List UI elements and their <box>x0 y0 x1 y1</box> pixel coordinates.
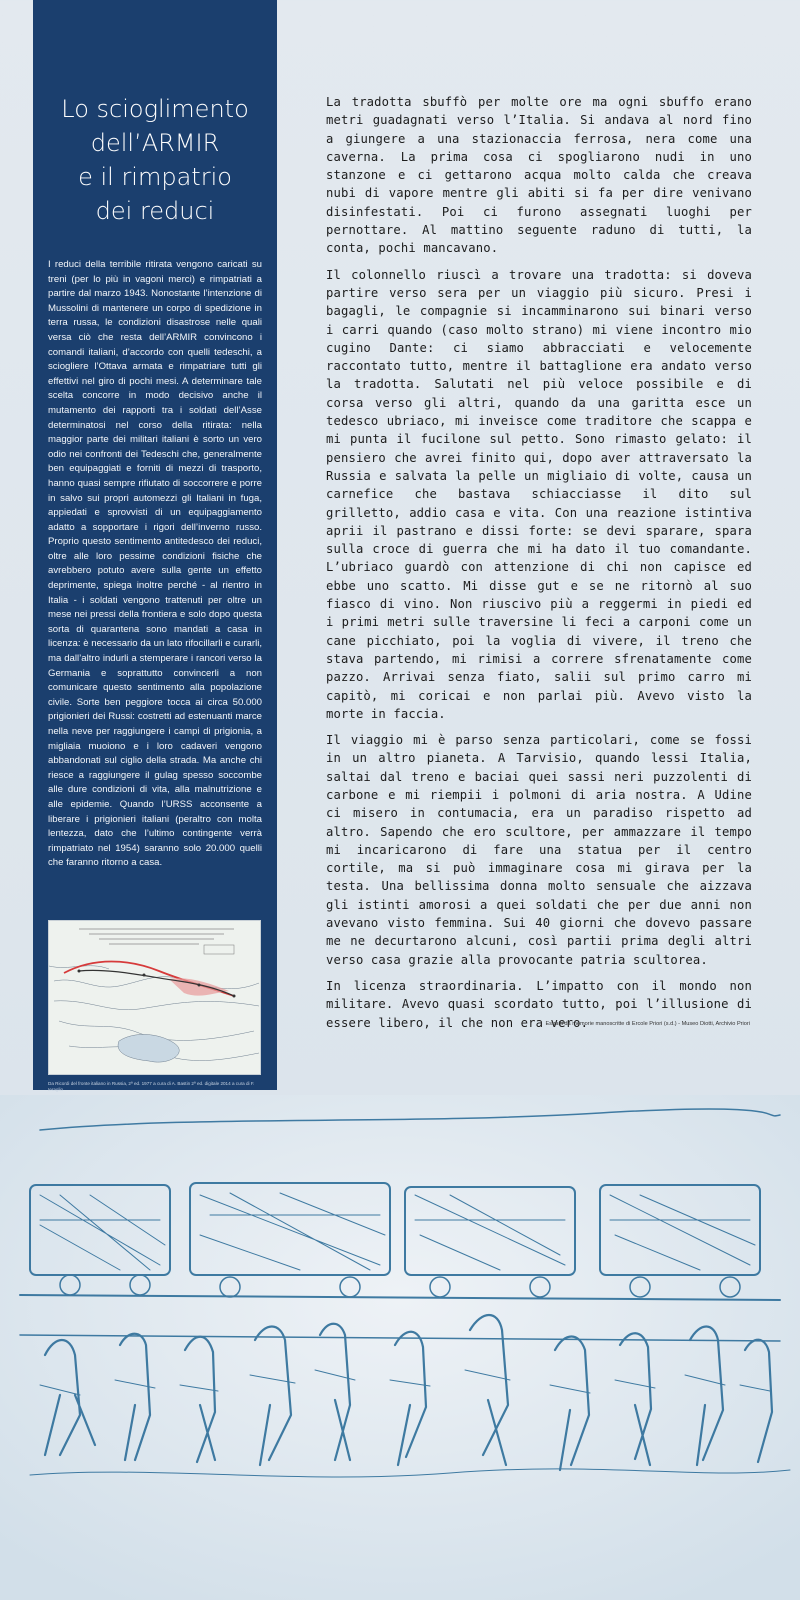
map-figure <box>48 920 292 1093</box>
map-caption: Da Ricordi del fronte italiano in Russia, 2ª ed. 1977 a cura di A. Bastin 2ª ed. digitale 2014 a cura di F. Ieraglio <box>48 1081 255 1092</box>
memoir-text <box>326 93 752 1040</box>
sketch-drawing <box>0 1095 800 1600</box>
paragraph: La tradotta sbuffò per molte ore ma ogni sbuffo erano metri guadagnati verso l’Italia. Si andava al nord fino a giungere a una stazionaccia ferrosa, nera come una caverna. La prima cosa ci spogliarono nudi in uno stanzone e ci gettarono acqua molto calda che creava nubi di vapore mentre gli abiti si fa per dire venivano disinfestati. Poi ci furono assegnati luoghi per pernottare. Al mattino seguente raduno di tutti, la conta, pochi mancavano. <box>326 95 752 256</box>
page-title <box>33 92 277 228</box>
title-line: dell’ARMIR <box>90 129 220 157</box>
train-sketch-illustration <box>0 1095 800 1600</box>
title-line: dei reduci <box>95 197 215 225</box>
sidebar-panel <box>33 0 277 1090</box>
paragraph: Il viaggio mi è parso senza particolari, come se fossi in un altro pianeta. A Tarvisio, quando lessi Italia, saltai dal treno e baciai quei sassi neri puzzolenti di carbone e mi riempii i polmoni di aria nostra. A Udine ci misero in contumacia, era un paradiso rispetto ad altro. Sapendo che ero scultore, per ammazzare il tempo mi incaricarono di fare una statua per il centro cortile, ma si può immaginare cosa mi girava per la testa. Una bellissima donna molto sensuale che aizzava gli istinti amorosi a quei soldati che per due anni non avevano visto femmina. Sui 40 giorni che dovevo passare me ne decurtarono alcuni, così partii prima degli altri verso casa grazie alla provocante patria scultorea. <box>326 733 752 967</box>
title-line: Lo scioglimento <box>61 95 249 123</box>
paragraph: In licenza straordinaria. L’impatto con il mondo non militare. Avevo quasi scordato tutto, poi l’illusione di essere libero, il che non era vero. <box>326 978 752 1030</box>
title-line: e il rimpatrio <box>78 163 232 191</box>
source-credit: Estratti da memorie manoscritte di Ercole Priori (s.d.) - Museo Diotti, Archivio Priori <box>545 1021 750 1027</box>
intro-text: I reduci della terribile ritirata vengono caricati su treni (per lo più in vagoni merci) e rimpatriati a partire dal marzo 1943. Nonostante l’intenzione di Mussolini di mantenere un corpo di spedizione in terra russa, le condizioni disastrose nelle quali versa ciò che resta dell’ARMIR convincono i comandi italiani, d’accordo con quelli tedeschi, a sciogliere l’Ottava armata e rimpatriare tutti gli effettivi nel giro di pochi mesi. A determinare tale scelta concorre in modo decisivo anche il mutamento dei rapporti tra i soldati dell’Asse determinatosi nel corso della ritirata: nella maggior parte dei militari italiani è sorto un vero odio nei confronti dei Tedeschi che, generalmente ben equipaggiati e forniti di mezzi di trasporto, hanno quasi sempre rifiutato di soccorrere e porre in salvo sui propri automezzi gli Italiani in fuga, appiedati e sprovvisti di un equipaggiamento adatto a sopportare i rigori dell’inverno russo. Proprio questo sentimento antitedesco dei reduci, oltre alle loro pessime condizioni fisiche che avrebbero potuto avere sulla gente un effetto deprimente, spiega inoltre perché - al rientro in Italia - i soldati vengono trattenuti per oltre un mese nei pressi della frontiera e solo dopo questa sorta di quarantena sono mandati a casa in licenza: è necessario da un lato rifocillarli e curarli, ma dall’altro indurli a stemperare i rancori verso la Germania e soprattutto convincerli a non comunicare questo sentimento alla popolazione civile. Sorte ben peggiore tocca ai circa 50.000 prigionieri dei Russi: costretti ad estenuanti marce nella neve per raggiungere i campi di prigionia, a migliaia muoiono e i loro cadaveri vengono abbandonati sul ciglio della strada. Ma anche chi riesce a raggiungere il gulag spesso soccombe alle dure condizioni di vita, alla malnutrizione e alle epidemie. Quando l’URSS acconsente a liberare i prigionieri italiani (peraltro con molta lentezza, dato che l’ultimo contingente verrà rimpatriato nel 1954) saranno solo 20.000 quelli che faranno ritorno a casa. <box>48 259 262 869</box>
paragraph: Il colonnello riuscì a trovare una tradotta: si doveva partire verso sera per un viaggio più sicuro. Presi i bagagli, le compagnie si incamminarono sui binari verso i carri quando (caso molto strano) mi viene incontro mio cugino Dante: ci siamo abbracciati e velocemente raccontato tutto, mentre il battaglione era andato verso la tradotta. Salutati nel più veloce possibile e di corsa verso gli altri, quando da una garitta esce un tedesco ubriaco, mi inveisce come traditore che scappa e mi punta il fucilone sul petto. Sono rimasto gelato: il pensiero che avrei finito qui, dopo aver attraversato la Russia e salvata la pelle un migliaio di volte, causa un carnefice che bastava schiacciasse il dito sul grilletto, addio casa e vita. Con una reazione istintiva aprii il pastrano e dissi forte: se devi sparare, spara sulla croce di guerra che mi ha dato il tuo comandante. L’ubriaco guardò con attenzione di chi non capisce ed ebbe uno scatto. Mi disse gut e se ne ritornò al suo fiasco di vino. Non riuscivo più a reggermi in piedi ed i primi metri sulle traversine li feci a carponi come un cane picchiato, poi la voglia di vivere, il treno che stava partendo, mi rimisi a correre sfrenatamente come pazzo. Arrivai senza fiato, salii sul primo carro mi capitò, mi coricai e non parlai più. Avevo visto la morte in faccia. <box>326 267 752 721</box>
map-drawing <box>49 921 261 1075</box>
historical-map-image <box>48 920 261 1075</box>
